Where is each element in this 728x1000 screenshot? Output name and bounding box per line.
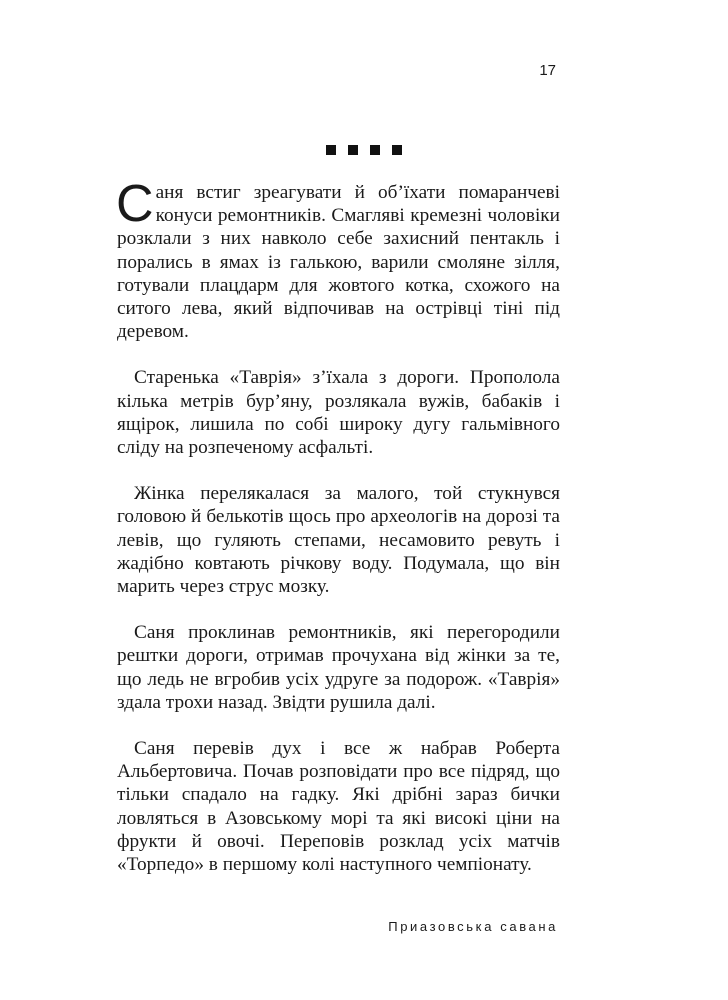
paragraph-4: Саня проклинав ремонтників, які перегородили рештки дороги, отримав прочухана від жінки за те, що ледь не вгробив усіх удруге за подорож. «Таврія» здала трохи назад. Звідти рушила далі.	[117, 622, 560, 713]
body-text	[116, 175, 560, 899]
section-divider	[0, 145, 728, 155]
paragraph-2: Старенька «Таврія» з’їхала з дороги. Прополола кілька метрів бур’яну, розлякала вужів, бабаків і ящірок, лишила по собі широку дугу гальмівного сліду на розпеченому асфальті.	[117, 367, 560, 459]
paragraph-5: Саня перевів дух і все ж набрав Роберта Альбертовича. Почав розповідати про все підряд, що тільки спадало на гадку. Які дрібні зараз бички ловляться в Азовському морі та які високі ціни на фрукти й овочі. Переповів розклад усіх матчів «Торпедо» в першому колі наступного чемпіонату.	[117, 738, 560, 876]
paragraph-3: Жінка перелякалася за малого, той стукнувся головою й белькотів щось про археологів на дорозі та левів, що гуляють степами, несамовито ревуть і жадібно ковтають річкову воду. Подумала, що він марить через струс мозку.	[117, 483, 560, 598]
divider-square	[326, 145, 336, 155]
paragraph-1	[116, 175, 560, 343]
page-number: 17	[539, 62, 556, 79]
running-footer: Приазовська савана	[388, 919, 558, 934]
drop-cap: С	[116, 175, 154, 233]
paragraph-1-text: аня встиг зреагувати й об’їхати помаранчеві конуси ремонтників. Смагляві кремезні чоловіки розклали з них навколо себе захисний пентакль і порались в ямах із галькою, варили смоляне зілля, готували плацдарм для жовтого котка, схожого на ситого лева, який відпочивав на острівці тіні під деревом.	[117, 182, 560, 343]
divider-square	[392, 145, 402, 155]
divider-square	[370, 145, 380, 155]
divider-square	[348, 145, 358, 155]
